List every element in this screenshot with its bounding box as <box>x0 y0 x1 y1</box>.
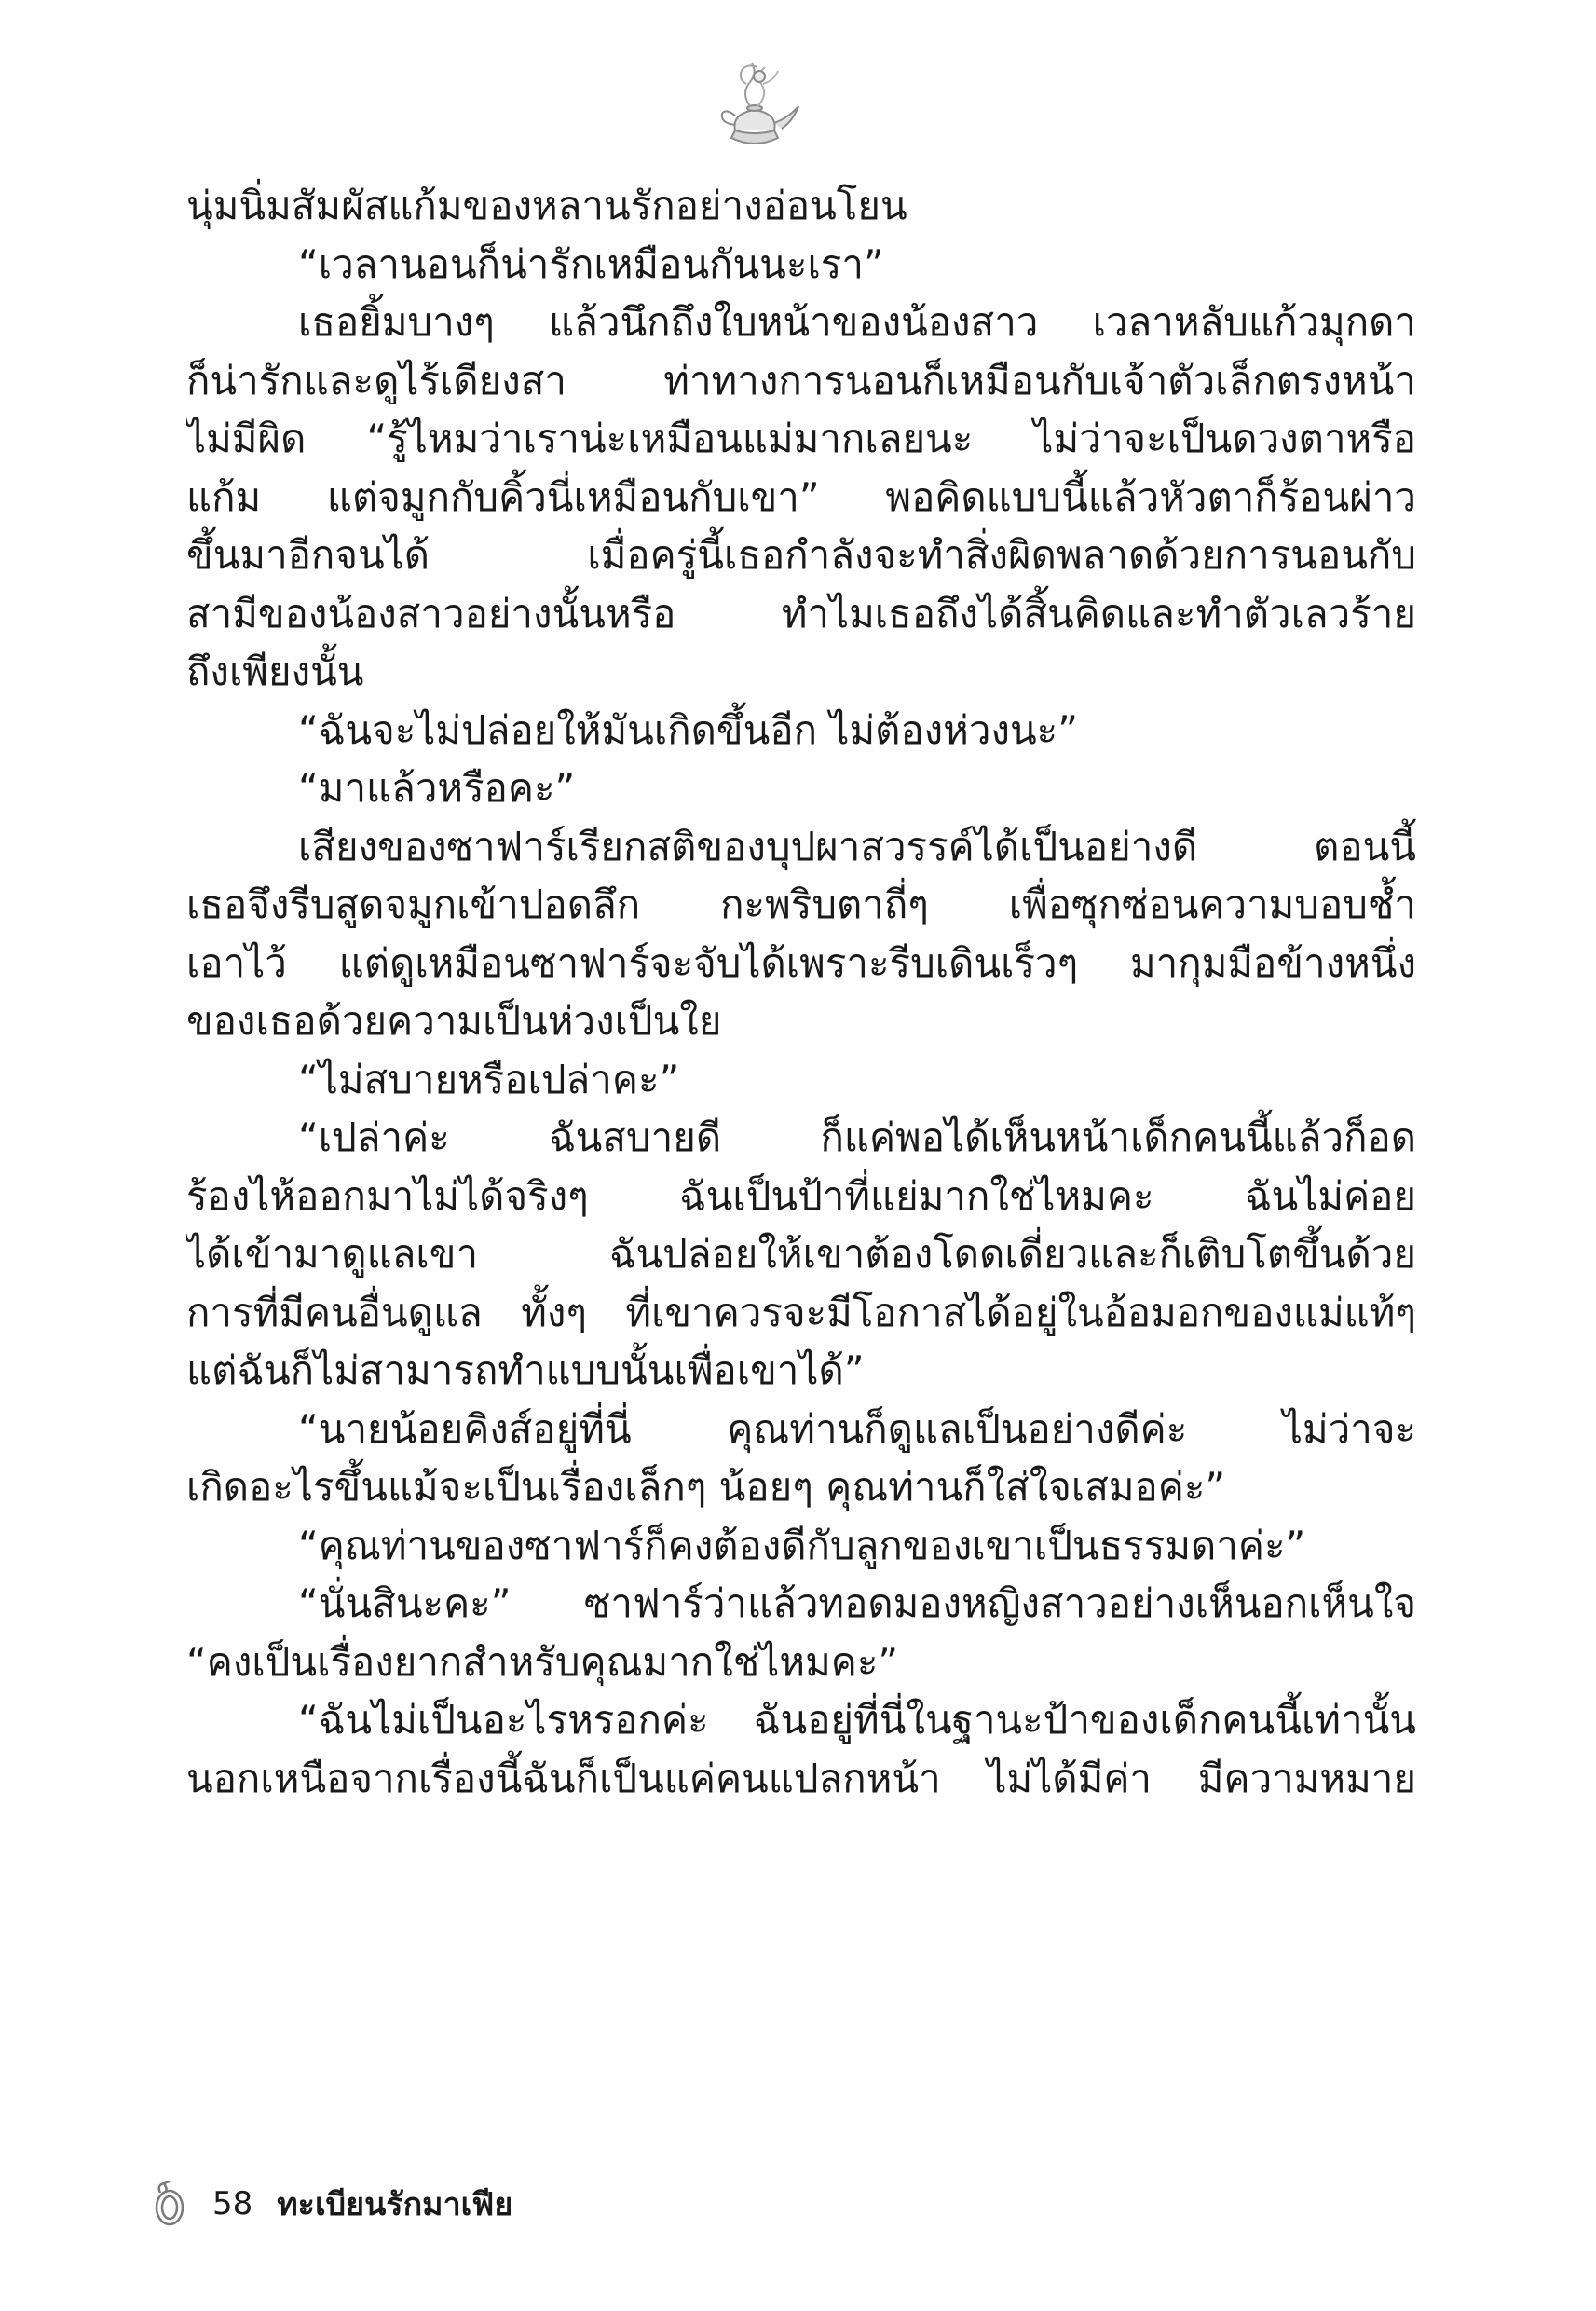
text-line: ของเธอด้วยความเป็นห่วงเป็นใย <box>186 998 722 1044</box>
text-line: นอกเหนือจากเรื่องนี้ฉันก็เป็นแค่คนแปลกหน้า ไม่ได้มีค่า มีความหมาย <box>186 1755 1416 1801</box>
text-line: เอาไว้ แต่ดูเหมือนซาฟาร์จะจับได้เพราะรีบเดินเร็วๆ มากุมมือข้างหนึ่ง <box>186 939 1416 986</box>
page-number: 58 <box>212 2185 253 2222</box>
text-line: เธอจึงรีบสูดจมูกเข้าปอดลึก กะพริบตาถี่ๆ เพื่อซุกซ่อนความบอบช้ำ <box>186 882 1416 927</box>
text-line: “ฉันไม่เป็นอะไรหรอกค่ะ ฉันอยู่ที่นี่ในฐานะป้าของเด็กคนนี้เท่านั้น <box>298 1697 1416 1743</box>
page-footer <box>147 2176 512 2232</box>
text-line: สามีของน้องสาวอย่างนั้นหรือ ทำไมเธอถึงได้สิ้นคิดและทำตัวเลวร้าย <box>186 590 1416 636</box>
text-line: นุ่มนิ่มสัมผัสแก้มของหลานรักอย่างอ่อนโยน <box>186 183 907 228</box>
text-line: “นายน้อยคิงส์อยู่ที่นี่ คุณท่านก็ดูแลเป็นอย่างดีค่ะ ไม่ว่าจะ <box>298 1405 1416 1452</box>
text-line: “ไม่สบายหรือเปล่าคะ” <box>298 1056 680 1102</box>
text-line: ขึ้นมาอีกจนได้ เมื่อครู่นี้เธอกำลังจะทำสิ่งผิดพลาดด้วยการนอนกับ <box>186 532 1416 578</box>
text-line: “มาแล้วหรือคะ” <box>298 765 576 811</box>
text-line: เสียงของซาฟาร์เรียกสติของบุปผาสวรรค์ได้เป็นอย่างดี ตอนนี้ <box>298 823 1416 869</box>
text-line: ไม่มีผิด “รู้ไหมว่าเราน่ะเหมือนแม่มากเลยนะ ไม่ว่าจะเป็นดวงตาหรือ <box>186 416 1416 461</box>
text-line: “นั่นสินะคะ” ซาฟาร์ว่าแล้วทอดมองหญิงสาวอย่างเห็นอกเห็นใจ <box>298 1580 1416 1626</box>
text-line: “เปล่าค่ะ ฉันสบายดี ก็แค่พอได้เห็นหน้าเด็กคนนี้แล้วก็อด <box>298 1114 1416 1160</box>
text-line: ได้เข้ามาดูแลเขา ฉันปล่อยให้เขาต้องโดดเดี่ยวและก็เติบโตขึ้นด้วย <box>186 1231 1416 1277</box>
text-line: “คุณท่านของซาฟาร์ก็คงต้องดีกับลูกของเขาเป็นธรรมดาค่ะ” <box>298 1522 1306 1568</box>
text-line: ร้องไห้ออกมาไม่ได้จริงๆ ฉันเป็นป้าที่แย่มากใช่ไหมคะ ฉันไม่ค่อย <box>186 1172 1416 1219</box>
text-line: ก็น่ารักและดูไร้เดียงสา ท่าทางการนอนก็เหมือนกับเจ้าตัวเล็กตรงหน้า <box>186 357 1416 403</box>
text-line: เกิดอะไรขึ้นแม้จะเป็นเรื่องเล็กๆ น้อยๆ คุณท่านก็ใส่ใจเสมอค่ะ” <box>186 1464 1226 1510</box>
ring-icon <box>147 2180 188 2228</box>
text-line: แต่ฉันก็ไม่สามารถทำแบบนั้นเพื่อเขาได้” <box>186 1347 865 1393</box>
text-line: “ฉันจะไม่ปล่อยให้มันเกิดขึ้นอีก ไม่ต้องห่วงนะ” <box>298 706 1078 753</box>
text-line: แก้ม แต่จมูกกับคิ้วนี่เหมือนกับเขา” พอคิดแบบนี้แล้วหัวตาก็ร้อนผ่าว <box>186 473 1416 520</box>
book-title: ทะเบียนรักมาเฟีย <box>277 2186 513 2223</box>
text-line: “เวลานอนก็น่ารักเหมือนกันนะเรา” <box>298 240 884 287</box>
body-text <box>186 177 1416 1808</box>
text-line: เธอยิ้มบางๆ แล้วนึกถึงใบหน้าของน้องสาว เวลาหลับแก้วมุกดา <box>298 299 1416 345</box>
text-line: “คงเป็นเรื่องยากสำหรับคุณมากใช่ไหมคะ” <box>186 1638 899 1685</box>
text-line: ถึงเพียงนั้น <box>186 649 364 694</box>
genie-lamp-icon <box>703 56 806 158</box>
text-line: การที่มีคนอื่นดูแล ทั้งๆ ที่เขาควรจะมีโอกาสได้อยู่ในอ้อมอกของแม่แท้ๆ <box>186 1289 1416 1335</box>
